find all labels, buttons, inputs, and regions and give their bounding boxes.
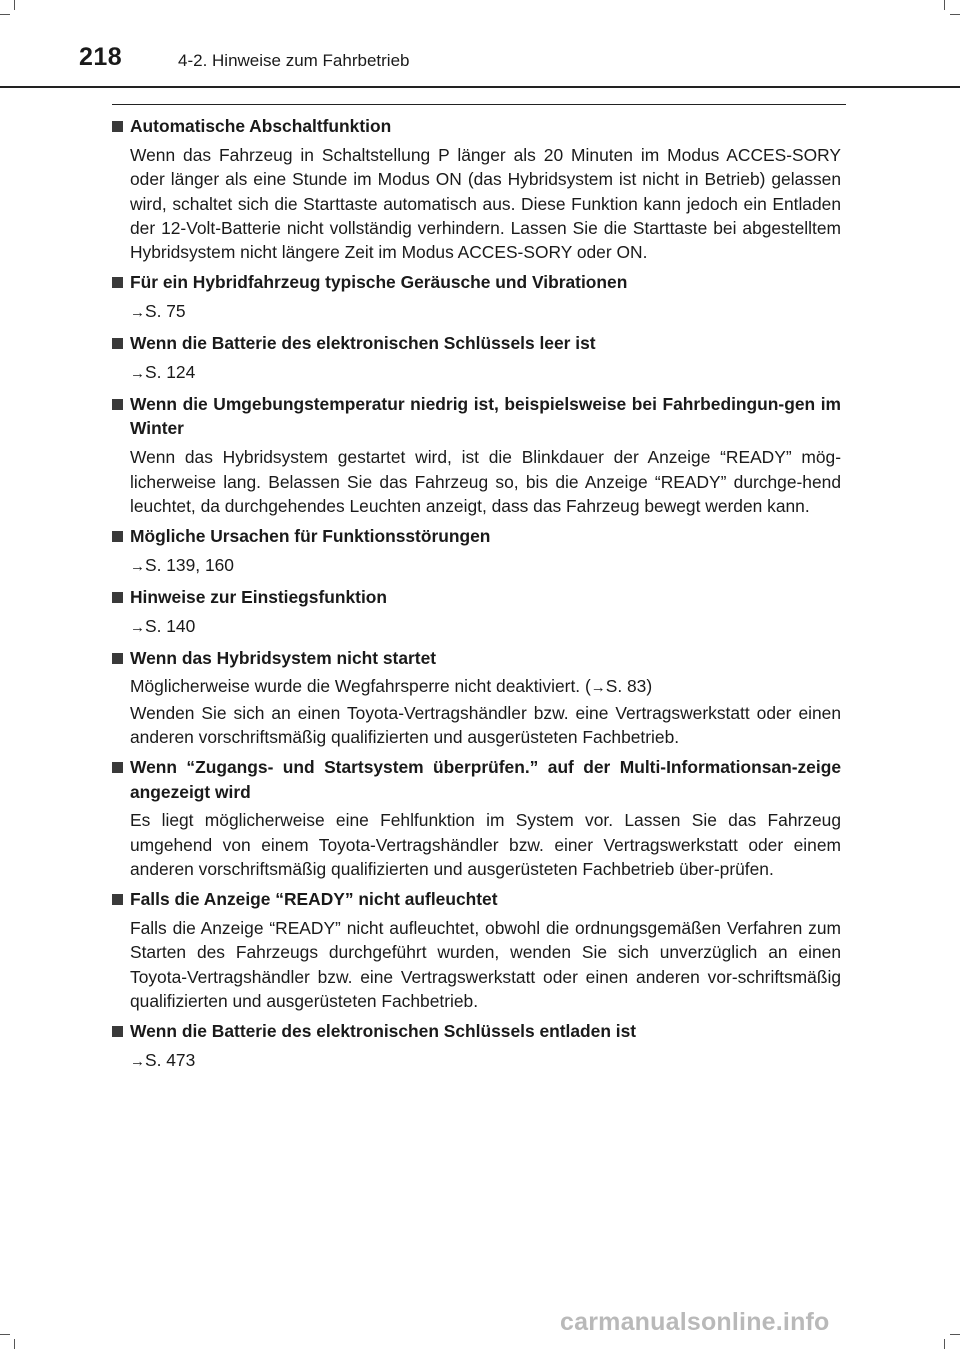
page-header [0,0,960,90]
arrow-icon: → [130,557,145,575]
square-bullet-icon [112,592,130,603]
section-key-battery-discharged [112,1019,841,1074]
section-heading [112,270,841,294]
section-entry-function [112,585,841,640]
section-title: 4-2. Hinweise zum Fahrbetrieb [178,51,410,70]
body-text: Möglicherweise wurde die Wegfahrsperre nicht deaktiviert. ( [130,676,591,697]
arrow-icon: → [130,365,145,383]
square-bullet-icon [112,121,130,132]
section-heading [112,646,841,670]
square-bullet-icon [112,762,130,773]
square-bullet-icon [112,1026,130,1037]
section-heading [112,1019,841,1043]
page-reference[interactable] [130,1048,841,1074]
crop-mark [14,1339,15,1349]
heading-text: Mögliche Ursachen für Funktionsstörungen [130,526,491,547]
section-ready-not-lit [112,887,841,1013]
heading-text: Für ein Hybridfahrzeug typische Geräusche und Vibrationen [130,272,628,293]
page-reference-text: S. 75 [145,301,186,322]
content-divider [112,104,846,105]
page-reference-text: S. 124 [145,362,196,383]
square-bullet-icon [112,277,130,288]
section-body: Wenn das Hybridsystem gestartet wird, ist die Blinkdauer der Anzeige “READY” mög-licherweise lang. Belassen Sie das Fahrzeug so, bis die Anzeige “READY” durchge-hend leuchtet, da durchgehendes Leuchten anzeigt, dass das Fahrzeug bewegt werden kann. [130,447,841,517]
heading-text: Falls die Anzeige “READY” nicht aufleuchtet [130,889,498,910]
section-malfunction-causes [112,524,841,579]
section-heading [112,114,841,138]
page-reference[interactable] [130,360,841,386]
arrow-icon: → [130,1053,145,1071]
square-bullet-icon [112,531,130,542]
body-line [130,674,841,700]
page-number: 218 [79,43,123,71]
section-heading [112,392,841,441]
page-reference-text: S. 473 [145,1050,196,1071]
section-body: Wenn das Fahrzeug in Schaltstellung P länger als 20 Minuten im Modus ACCES-SORY oder länger als eine Stunde im Modus ON (das Hybridsystem ist nicht in Betrieb) gelassen wird, schaltet sich die Starttaste automatisch aus. Diese Funktion kann jedoch ein Entladen der 12-Volt-Batterie nicht vollständig verhindern. Lassen Sie die Starttaste bei abgestelltem Hybridsystem nicht längere Zeit im Modus ACCES-SORY oder ON. [130,144,841,263]
crop-mark [0,1334,10,1335]
section-body [130,674,841,749]
square-bullet-icon [112,399,130,410]
section-heading [112,524,841,548]
page-reference[interactable] [130,614,841,640]
heading-text: Wenn die Batterie des elektronischen Schlüssels leer ist [130,333,596,354]
square-bullet-icon [112,894,130,905]
section-hybrid-not-starting [112,646,841,750]
body-line: Wenden Sie sich an einen Toyota-Vertragshändler bzw. eine Vertragswerkstatt oder einen anderen vorschriftsmäßig qualifizierten und ausgerüsteten Fachbetrieb. [130,702,841,748]
crop-mark [944,1339,945,1349]
section-heading [112,331,841,355]
section-key-battery-empty [112,331,841,386]
header-divider [0,86,960,88]
section-heading [112,585,841,609]
page-reference[interactable] [130,299,841,325]
arrow-icon: → [130,618,145,636]
section-heading [112,887,841,911]
watermark: carmanualsonline.info [560,1308,830,1336]
arrow-icon: → [590,679,606,697]
heading-text: Hinweise zur Einstiegsfunktion [130,586,388,607]
section-low-temperature [112,392,841,518]
arrow-icon: → [130,304,145,322]
section-heading [112,755,841,804]
section-body: Falls die Anzeige “READY” nicht aufleuchtet, obwohl die ordnungsgemäßen Verfahren zum Starten des Fahrzeugs durchgeführt wurden, wenden Sie sich unverzüglich an einen Toyota-Vertragshändler bzw. eine Vertragswerkstatt oder einen anderen vor-schriftsmäßig qualifizierten und ausgerüsteten Fachbetrieb. [130,918,841,1012]
crop-mark [950,1334,960,1335]
page-reference-text[interactable]: S. 83) [605,676,653,697]
square-bullet-icon [112,338,130,349]
heading-text: Wenn “Zugangs- und Startsystem überprüfen.” auf der Multi-Informationsan-zeige angezeigt wird [130,757,841,802]
heading-text: Wenn die Batterie des elektronischen Schlüssels entladen ist [130,1021,637,1042]
section-access-start-system-check [112,755,841,881]
section-automatic-shutoff [112,114,841,265]
heading-text: Automatische Abschaltfunktion [130,116,392,136]
page-reference-text: S. 139, 160 [145,554,234,575]
square-bullet-icon [112,653,130,664]
section-hybrid-noises [112,270,841,325]
section-body: Es liegt möglicherweise eine Fehlfunktion im System vor. Lassen Sie das Fahrzeug umgehend von einem Toyota-Vertragshändler bzw. einer Vertragswerkstatt oder einem anderen vorschriftsmäßig qualifizierten und ausgerüsteten Fachbetrieb über-prüfen. [130,810,841,880]
page-reference[interactable] [130,553,841,579]
page-content [112,114,841,1080]
page-reference-text: S. 140 [145,615,196,636]
heading-text: Wenn das Hybridsystem nicht startet [130,647,437,668]
heading-text: Wenn die Umgebungstemperatur niedrig ist, beispielsweise bei Fahrbedingun-gen im Winter [130,394,841,439]
